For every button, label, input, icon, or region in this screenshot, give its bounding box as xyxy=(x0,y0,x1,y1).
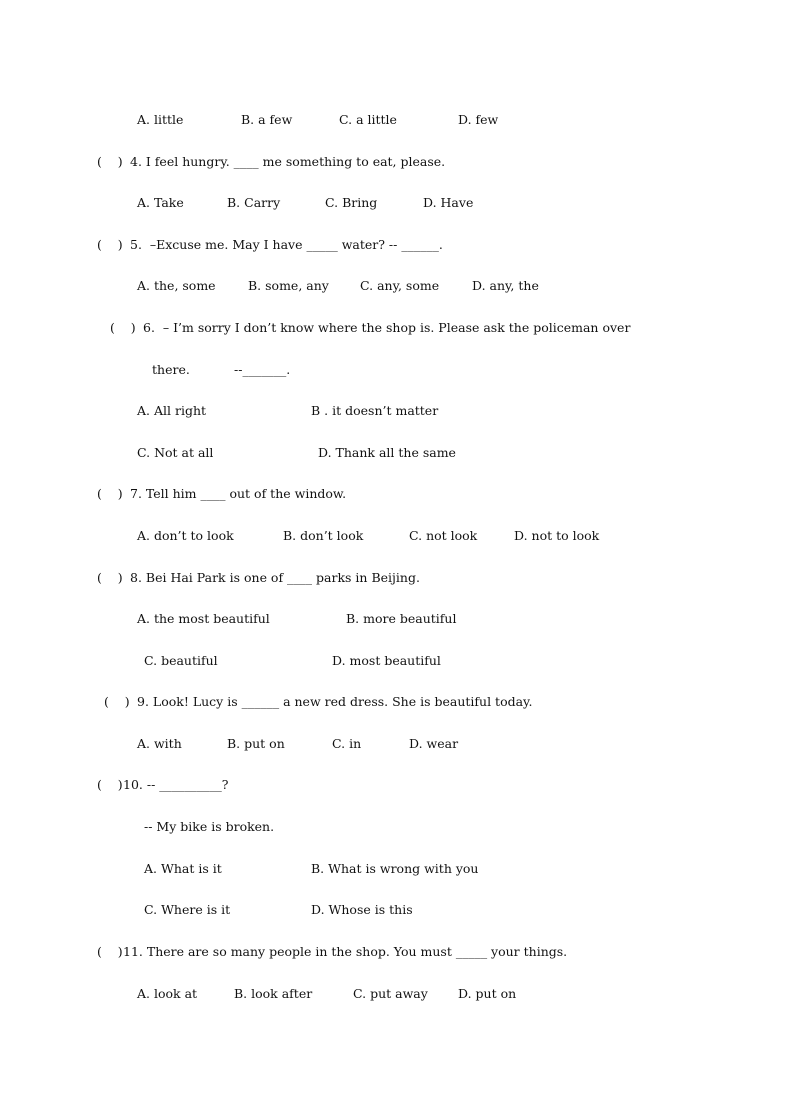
question-stem: 8. Bei Hai Park is one of ____ parks in Beijing. xyxy=(130,570,420,585)
q10-option-d: D. Whose is this xyxy=(311,902,413,917)
answer-blank: ( ) xyxy=(97,777,123,792)
question-stem-continued: there. xyxy=(152,362,190,377)
q4-option-a: A. Take xyxy=(137,195,184,210)
q3-option-a: A. little xyxy=(137,112,184,127)
reply-text: -- My bike is broken. xyxy=(144,819,275,834)
q7-option-d: D. not to look xyxy=(514,528,600,543)
reply-blank: --_______. xyxy=(234,362,291,377)
q3-option-b: B. a few xyxy=(241,112,293,127)
q10-option-b: B. What is wrong with you xyxy=(311,861,479,876)
q5-option-c: C. any, some xyxy=(360,278,440,293)
question-stem: 7. Tell him ____ out of the window. xyxy=(130,486,347,501)
q11-option-b: B. look after xyxy=(234,986,313,1001)
q6-option-b: B . it doesn’t matter xyxy=(311,403,439,418)
q3-option-d: D. few xyxy=(458,112,499,127)
answer-blank: ( ) xyxy=(97,570,123,585)
q9-option-a: A. with xyxy=(137,736,182,751)
answer-blank: ( ) xyxy=(97,237,123,252)
answer-blank: ( ) xyxy=(97,944,123,959)
question-stem: 10. -- __________? xyxy=(123,777,229,792)
question-stem: 4. I feel hungry. ____ me something to eat, please. xyxy=(130,154,446,169)
q11-option-a: A. look at xyxy=(137,986,198,1001)
question-stem: 6. – I’m sorry I don’t know where the shop is. Please ask the policeman over xyxy=(143,320,631,335)
q7-option-a: A. don’t to look xyxy=(137,528,234,543)
q3-option-c: C. a little xyxy=(339,112,397,127)
q6-option-c: C. Not at all xyxy=(137,445,214,460)
q8-option-d: D. most beautiful xyxy=(332,653,441,668)
question-stem: 5. –Excuse me. May I have _____ water? -- ______. xyxy=(130,237,443,252)
q9-option-b: B. put on xyxy=(227,736,285,751)
q10-option-c: C. Where is it xyxy=(144,902,231,917)
q6-option-a: A. All right xyxy=(137,403,207,418)
question-stem: 9. Look! Lucy is ______ a new red dress. She is beautiful today. xyxy=(137,694,533,709)
q8-option-b: B. more beautiful xyxy=(346,611,457,626)
q11-option-c: C. put away xyxy=(353,986,428,1001)
q5-option-d: D. any, the xyxy=(472,278,539,293)
q5-option-a: A. the, some xyxy=(137,278,216,293)
answer-blank: ( ) xyxy=(97,486,123,501)
q11-option-d: D. put on xyxy=(458,986,517,1001)
q10-option-a: A. What is it xyxy=(144,861,222,876)
question-stem: 11. There are so many people in the shop. You must _____ your things. xyxy=(123,944,568,959)
q4-option-b: B. Carry xyxy=(227,195,281,210)
q8-option-a: A. the most beautiful xyxy=(137,611,270,626)
q6-option-d: D. Thank all the same xyxy=(318,445,456,460)
q4-option-d: D. Have xyxy=(423,195,474,210)
q9-option-d: D. wear xyxy=(409,736,459,751)
answer-blank: ( ) xyxy=(104,694,130,709)
answer-blank: ( ) xyxy=(110,320,136,335)
q8-option-c: C. beautiful xyxy=(144,653,218,668)
q7-option-b: B. don’t look xyxy=(283,528,364,543)
q5-option-b: B. some, any xyxy=(248,278,329,293)
q7-option-c: C. not look xyxy=(409,528,478,543)
q9-option-c: C. in xyxy=(332,736,362,751)
answer-blank: ( ) xyxy=(97,154,123,169)
q4-option-c: C. Bring xyxy=(325,195,378,210)
